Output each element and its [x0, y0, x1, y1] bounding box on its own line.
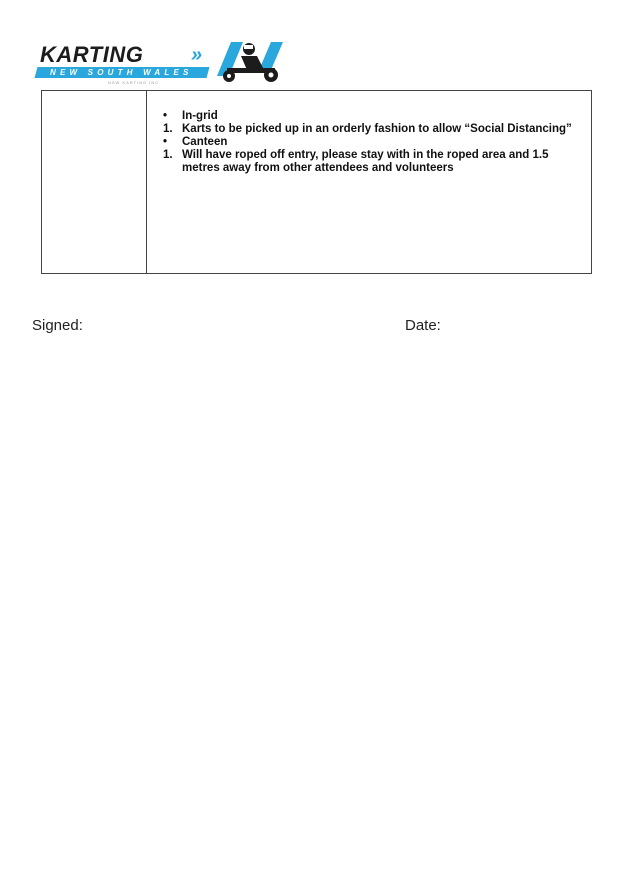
list-item-text: In-grid	[182, 110, 218, 122]
list-item	[163, 123, 583, 136]
list-item	[163, 110, 583, 123]
signed-label: Signed:	[32, 317, 83, 334]
info-table	[41, 90, 592, 274]
logo-subtitle: NEW SOUTH WALES	[50, 68, 193, 77]
list-item	[163, 136, 583, 149]
number-marker: 1.	[163, 149, 173, 161]
logo-wordmark: KARTING	[40, 42, 144, 67]
list-item-text: Canteen	[182, 136, 228, 148]
list-item-text: Will have roped off entry, please stay with in the roped area and 1.5 metres away from other attendees and volunteers	[182, 149, 549, 174]
logo-tagline: NSW KARTING INC	[108, 80, 160, 85]
karting-nsw-logo	[36, 40, 286, 90]
kart-icon	[213, 40, 283, 84]
bullet-marker: •	[163, 110, 168, 122]
bullet-marker: •	[163, 136, 168, 148]
table-left-cell	[42, 91, 147, 273]
table-right-cell	[163, 110, 583, 175]
date-label: Date:	[405, 317, 441, 334]
list-item-text: Karts to be picked up in an orderly fashion to allow “Social Distancing”	[182, 123, 572, 135]
number-marker: 1.	[163, 123, 173, 135]
list-item	[163, 149, 583, 175]
logo-chevrons: »	[191, 44, 200, 66]
